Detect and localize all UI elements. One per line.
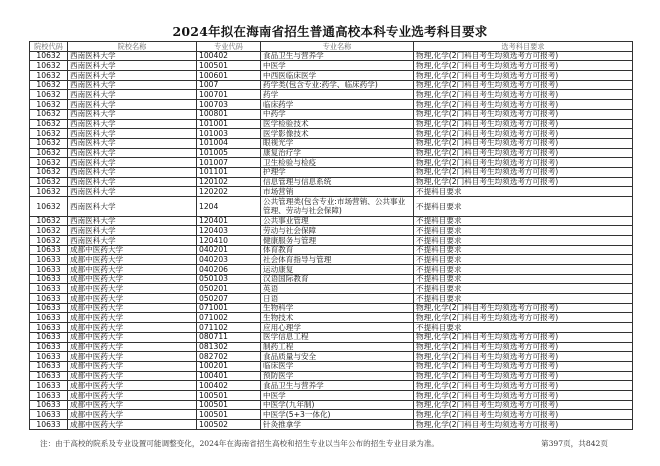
cell-major-name: 医学检验技术 — [261, 119, 414, 129]
cell-school-name: 西南医科大学 — [68, 71, 197, 81]
cell-major-name: 公共管理类(包含专业:市场营销、公共事业管理、劳动与社会保障) — [261, 197, 414, 217]
table-row — [30, 51, 633, 61]
cell-school-name: 成都中医药大学 — [68, 274, 197, 284]
cell-major-name: 护理学 — [261, 167, 414, 177]
table-row — [30, 138, 633, 148]
cell-requirement: 不提科目要求 — [414, 255, 633, 265]
cell-requirement: 不提科目要求 — [414, 216, 633, 226]
cell-school-code: 10633 — [30, 400, 68, 410]
cell-major-name: 中药学 — [261, 109, 414, 119]
cell-school-code: 10633 — [30, 390, 68, 400]
header-school-code: 院校代码 — [30, 42, 68, 52]
cell-school-name: 成都中医药大学 — [68, 400, 197, 410]
requirements-table — [29, 41, 633, 430]
cell-major-code: 100601 — [197, 71, 261, 81]
cell-requirement: 物理,化学(2门科目考生均须选考方可报考) — [414, 420, 633, 430]
cell-requirement: 不提科目要求 — [414, 265, 633, 275]
cell-requirement: 物理,化学(2门科目考生均须选考方可报考) — [414, 332, 633, 342]
cell-major-name: 中医学 — [261, 61, 414, 71]
cell-school-code: 10633 — [30, 371, 68, 381]
cell-requirement: 物理,化学(2门科目考生均须选考方可报考) — [414, 167, 633, 177]
cell-school-code: 10633 — [30, 294, 68, 304]
cell-school-code: 10633 — [30, 381, 68, 391]
table-row — [30, 226, 633, 236]
cell-major-name: 针灸推拿学 — [261, 420, 414, 430]
cell-school-code: 10632 — [30, 197, 68, 217]
cell-requirement: 物理,化学(2门科目考生均须选考方可报考) — [414, 158, 633, 168]
cell-requirement: 物理,化学(2门科目考生均须选考方可报考) — [414, 90, 633, 100]
cell-major-name: 生物技术 — [261, 313, 414, 323]
cell-major-name: 英语 — [261, 284, 414, 294]
cell-major-name: 生物科学 — [261, 303, 414, 313]
cell-major-code: 120401 — [197, 216, 261, 226]
cell-school-code: 10632 — [30, 177, 68, 187]
cell-school-name: 西南医科大学 — [68, 119, 197, 129]
cell-school-name: 成都中医药大学 — [68, 352, 197, 362]
cell-school-code: 10632 — [30, 167, 68, 177]
table-row — [30, 177, 633, 187]
cell-school-code: 10633 — [30, 303, 68, 313]
cell-requirement: 不提科目要求 — [414, 323, 633, 333]
cell-school-code: 10632 — [30, 216, 68, 226]
table-row — [30, 323, 633, 333]
cell-school-code: 10632 — [30, 109, 68, 119]
cell-school-code: 10632 — [30, 235, 68, 245]
table-row — [30, 410, 633, 420]
cell-school-name: 成都中医药大学 — [68, 332, 197, 342]
cell-school-name: 成都中医药大学 — [68, 313, 197, 323]
table-row — [30, 167, 633, 177]
cell-school-code: 10633 — [30, 323, 68, 333]
table-row — [30, 109, 633, 119]
cell-major-name: 劳动与社会保障 — [261, 226, 414, 236]
cell-requirement: 物理,化学(2门科目考生均须选考方可报考) — [414, 51, 633, 61]
cell-requirement: 不提科目要求 — [414, 235, 633, 245]
cell-major-name: 眼视光学 — [261, 138, 414, 148]
cell-school-name: 成都中医药大学 — [68, 371, 197, 381]
cell-major-name: 临床医学 — [261, 361, 414, 371]
cell-school-name: 成都中医药大学 — [68, 381, 197, 391]
cell-school-name: 成都中医药大学 — [68, 245, 197, 255]
table-row — [30, 352, 633, 362]
table-row — [30, 332, 633, 342]
cell-requirement: 不提科目要求 — [414, 187, 633, 197]
cell-major-code: 050201 — [197, 284, 261, 294]
page-number: 第397页，共842页 — [541, 439, 608, 448]
header-school-name: 院校名称 — [68, 42, 197, 52]
cell-school-name: 成都中医药大学 — [68, 361, 197, 371]
cell-requirement: 物理,化学(2门科目考生均须选考方可报考) — [414, 381, 633, 391]
cell-major-name: 社会体育指导与管理 — [261, 255, 414, 265]
cell-major-code: 081302 — [197, 342, 261, 352]
cell-major-name: 市场营销 — [261, 187, 414, 197]
cell-requirement: 物理,化学(2门科目考生均须选考方可报考) — [414, 342, 633, 352]
cell-major-code: 071001 — [197, 303, 261, 313]
cell-school-name: 西南医科大学 — [68, 109, 197, 119]
cell-major-name: 卫生检验与检疫 — [261, 158, 414, 168]
cell-major-code: 101101 — [197, 167, 261, 177]
table-row — [30, 255, 633, 265]
table-row — [30, 265, 633, 275]
cell-school-name: 西南医科大学 — [68, 235, 197, 245]
table-row — [30, 71, 633, 81]
page-title: 2024年拟在海南省招生普通高校本科专业选考科目要求 — [172, 24, 488, 39]
cell-major-code: 082702 — [197, 352, 261, 362]
cell-major-code: 120102 — [197, 177, 261, 187]
cell-requirement: 不提科目要求 — [414, 226, 633, 236]
cell-major-name: 中医学(九年制) — [261, 400, 414, 410]
cell-major-code: 080711 — [197, 332, 261, 342]
cell-school-name: 成都中医药大学 — [68, 294, 197, 304]
cell-school-name: 成都中医药大学 — [68, 323, 197, 333]
cell-major-name: 汉语国际教育 — [261, 274, 414, 284]
cell-school-code: 10633 — [30, 332, 68, 342]
cell-school-name: 西南医科大学 — [68, 177, 197, 187]
cell-school-code: 10633 — [30, 265, 68, 275]
cell-school-name: 西南医科大学 — [68, 187, 197, 197]
cell-requirement: 物理,化学(2门科目考生均须选考方可报考) — [414, 148, 633, 158]
cell-school-code: 10632 — [30, 61, 68, 71]
cell-major-code: 101004 — [197, 138, 261, 148]
cell-major-name: 中医学(5+3一体化) — [261, 410, 414, 420]
cell-major-name: 运动康复 — [261, 265, 414, 275]
table-row — [30, 158, 633, 168]
table-row — [30, 235, 633, 245]
cell-school-name: 成都中医药大学 — [68, 410, 197, 420]
cell-major-code: 101003 — [197, 129, 261, 139]
cell-school-code: 10632 — [30, 100, 68, 110]
cell-major-code: 100402 — [197, 381, 261, 391]
cell-major-code: 100701 — [197, 90, 261, 100]
cell-major-name: 应用心理学 — [261, 323, 414, 333]
cell-requirement: 不提科目要求 — [414, 294, 633, 304]
table-row — [30, 390, 633, 400]
cell-major-code: 040206 — [197, 265, 261, 275]
cell-major-name: 中医学 — [261, 390, 414, 400]
cell-major-code: 100801 — [197, 109, 261, 119]
cell-major-name: 临床药学 — [261, 100, 414, 110]
table-row — [30, 61, 633, 71]
table-row — [30, 90, 633, 100]
cell-requirement: 物理,化学(2门科目考生均须选考方可报考) — [414, 61, 633, 71]
cell-requirement: 物理,化学(2门科目考生均须选考方可报考) — [414, 80, 633, 90]
cell-major-code: 100501 — [197, 61, 261, 71]
cell-school-code: 10632 — [30, 187, 68, 197]
table-row — [30, 361, 633, 371]
cell-major-code: 120403 — [197, 226, 261, 236]
cell-school-name: 成都中医药大学 — [68, 284, 197, 294]
cell-major-name: 药学类(包含专业:药学、临床药学) — [261, 80, 414, 90]
cell-requirement: 不提科目要求 — [414, 274, 633, 284]
cell-requirement: 物理,化学(2门科目考生均须选考方可报考) — [414, 129, 633, 139]
table-row — [30, 80, 633, 90]
cell-major-code: 040201 — [197, 245, 261, 255]
cell-major-name: 信息管理与信息系统 — [261, 177, 414, 187]
cell-school-code: 10632 — [30, 138, 68, 148]
table-row — [30, 119, 633, 129]
cell-school-code: 10633 — [30, 255, 68, 265]
table-row — [30, 245, 633, 255]
cell-major-code: 071102 — [197, 323, 261, 333]
cell-school-code: 10633 — [30, 420, 68, 430]
cell-school-name: 西南医科大学 — [68, 226, 197, 236]
cell-major-name: 预防医学 — [261, 371, 414, 381]
cell-major-name: 食品质量与安全 — [261, 352, 414, 362]
cell-requirement: 物理,化学(2门科目考生均须选考方可报考) — [414, 361, 633, 371]
cell-major-code: 100501 — [197, 390, 261, 400]
cell-requirement: 物理,化学(2门科目考生均须选考方可报考) — [414, 352, 633, 362]
table-row — [30, 284, 633, 294]
cell-school-name: 西南医科大学 — [68, 100, 197, 110]
cell-major-name: 体育教育 — [261, 245, 414, 255]
cell-major-name: 医学影像技术 — [261, 129, 414, 139]
cell-school-code: 10632 — [30, 51, 68, 61]
cell-major-code: 1007 — [197, 80, 261, 90]
table-row — [30, 274, 633, 284]
cell-school-code: 10632 — [30, 90, 68, 100]
cell-major-name: 日语 — [261, 294, 414, 304]
cell-major-code: 071002 — [197, 313, 261, 323]
cell-school-code: 10632 — [30, 226, 68, 236]
cell-school-code: 10633 — [30, 352, 68, 362]
table-row — [30, 294, 633, 304]
table-row — [30, 187, 633, 197]
cell-major-code: 1204 — [197, 197, 261, 217]
cell-major-name: 食品卫生与营养学 — [261, 51, 414, 61]
footer-note: 注：由于高校的院系及专业设置可能调整变化，2024年在海南省招生高校和招生专业以当年公布的招生专业目录为准。 — [40, 439, 440, 448]
cell-school-code: 10632 — [30, 119, 68, 129]
table-row — [30, 216, 633, 226]
table-row — [30, 400, 633, 410]
cell-school-code: 10632 — [30, 158, 68, 168]
table-row — [30, 381, 633, 391]
cell-school-name: 成都中医药大学 — [68, 303, 197, 313]
table-row — [30, 197, 633, 217]
cell-major-name: 食品卫生与营养学 — [261, 381, 414, 391]
cell-school-name: 西南医科大学 — [68, 216, 197, 226]
cell-requirement: 物理,化学(2门科目考生均须选考方可报考) — [414, 138, 633, 148]
cell-major-code: 050103 — [197, 274, 261, 284]
cell-major-code: 120202 — [197, 187, 261, 197]
cell-requirement: 物理,化学(2门科目考生均须选考方可报考) — [414, 390, 633, 400]
header-requirement: 选考科目要求 — [414, 42, 633, 52]
cell-requirement: 不提科目要求 — [414, 245, 633, 255]
cell-school-code: 10633 — [30, 284, 68, 294]
cell-major-code: 040203 — [197, 255, 261, 265]
table-row — [30, 100, 633, 110]
cell-major-name: 制药工程 — [261, 342, 414, 352]
cell-school-code: 10632 — [30, 71, 68, 81]
cell-requirement: 不提科目要求 — [414, 197, 633, 217]
cell-requirement: 物理,化学(2门科目考生均须选考方可报考) — [414, 410, 633, 420]
cell-school-code: 10633 — [30, 361, 68, 371]
cell-major-name: 康复治疗学 — [261, 148, 414, 158]
cell-school-name: 西南医科大学 — [68, 51, 197, 61]
cell-requirement: 物理,化学(2门科目考生均须选考方可报考) — [414, 109, 633, 119]
cell-requirement: 物理,化学(2门科目考生均须选考方可报考) — [414, 303, 633, 313]
cell-school-name: 西南医科大学 — [68, 90, 197, 100]
cell-requirement: 物理,化学(2门科目考生均须选考方可报考) — [414, 313, 633, 323]
cell-requirement: 物理,化学(2门科目考生均须选考方可报考) — [414, 100, 633, 110]
cell-school-code: 10632 — [30, 148, 68, 158]
table-header-row — [30, 42, 633, 52]
table-row — [30, 148, 633, 158]
cell-school-name: 成都中医药大学 — [68, 342, 197, 352]
cell-school-name: 成都中医药大学 — [68, 420, 197, 430]
cell-school-name: 西南医科大学 — [68, 158, 197, 168]
cell-major-code: 100501 — [197, 410, 261, 420]
cell-requirement: 物理,化学(2门科目考生均须选考方可报考) — [414, 119, 633, 129]
cell-major-code: 050207 — [197, 294, 261, 304]
cell-school-name: 成都中医药大学 — [68, 255, 197, 265]
cell-requirement: 物理,化学(2门科目考生均须选考方可报考) — [414, 400, 633, 410]
cell-school-code: 10633 — [30, 410, 68, 420]
cell-major-name: 健康服务与管理 — [261, 235, 414, 245]
cell-school-name: 西南医科大学 — [68, 138, 197, 148]
cell-school-code: 10632 — [30, 129, 68, 139]
cell-major-code: 100402 — [197, 51, 261, 61]
cell-major-code: 101005 — [197, 148, 261, 158]
table-row — [30, 303, 633, 313]
cell-major-name: 中西医临床医学 — [261, 71, 414, 81]
cell-school-name: 西南医科大学 — [68, 167, 197, 177]
cell-school-name: 西南医科大学 — [68, 148, 197, 158]
table-row — [30, 313, 633, 323]
table-row — [30, 129, 633, 139]
cell-requirement: 不提科目要求 — [414, 284, 633, 294]
table-body — [30, 51, 633, 429]
cell-school-code: 10633 — [30, 274, 68, 284]
cell-school-code: 10632 — [30, 80, 68, 90]
cell-school-name: 成都中医药大学 — [68, 390, 197, 400]
cell-school-name: 成都中医药大学 — [68, 265, 197, 275]
cell-school-code: 10633 — [30, 245, 68, 255]
cell-major-code: 100703 — [197, 100, 261, 110]
table-row — [30, 342, 633, 352]
cell-major-code: 100501 — [197, 400, 261, 410]
cell-major-code: 101007 — [197, 158, 261, 168]
header-major-name: 专业名称 — [261, 42, 414, 52]
header-major-code: 专业代码 — [197, 42, 261, 52]
cell-requirement: 物理,化学(2门科目考生均须选考方可报考) — [414, 177, 633, 187]
cell-major-code: 100201 — [197, 361, 261, 371]
cell-requirement: 物理,化学(2门科目考生均须选考方可报考) — [414, 71, 633, 81]
table-row — [30, 420, 633, 430]
cell-requirement: 物理,化学(2门科目考生均须选考方可报考) — [414, 371, 633, 381]
cell-major-code: 101001 — [197, 119, 261, 129]
cell-school-name: 西南医科大学 — [68, 61, 197, 71]
table-row — [30, 371, 633, 381]
cell-major-code: 100401 — [197, 371, 261, 381]
cell-major-code: 100502 — [197, 420, 261, 430]
cell-school-name: 西南医科大学 — [68, 80, 197, 90]
cell-major-name: 药学 — [261, 90, 414, 100]
cell-major-name: 医学信息工程 — [261, 332, 414, 342]
cell-school-name: 西南医科大学 — [68, 197, 197, 217]
cell-school-name: 西南医科大学 — [68, 129, 197, 139]
cell-school-code: 10633 — [30, 313, 68, 323]
cell-major-code: 120410 — [197, 235, 261, 245]
cell-major-name: 公共事业管理 — [261, 216, 414, 226]
cell-school-code: 10633 — [30, 342, 68, 352]
